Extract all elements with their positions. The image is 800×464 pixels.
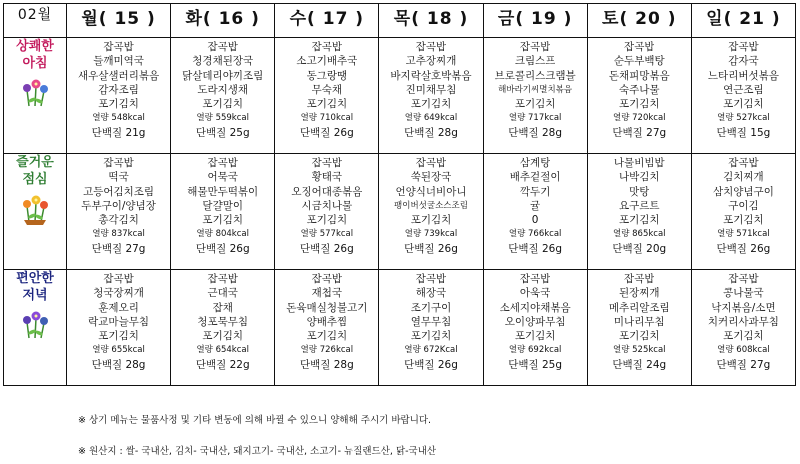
menu-item: 고등어김치조림 xyxy=(83,185,155,198)
menu-item: 잡곡밥 xyxy=(103,41,134,53)
month-cell: 02월 xyxy=(4,4,67,38)
meal-row-breakfast xyxy=(4,38,796,154)
menu-item: 잡곡밥 xyxy=(624,41,655,53)
menu-item: 포기김치 xyxy=(618,98,660,111)
protein-value: 단백질 26g xyxy=(404,358,458,371)
meal-label-line1: 즐거운 xyxy=(16,155,54,170)
menu-item: 잡곡밥 xyxy=(311,157,343,169)
calorie-value: 열량 577kcal xyxy=(300,229,354,240)
day-name: 토 xyxy=(602,9,620,29)
menu-item: 잡곡밥 xyxy=(311,41,343,53)
meal-label-cell xyxy=(4,270,67,386)
menu-item: 잡곡밥 xyxy=(207,41,238,53)
protein-value: 단백질 24g xyxy=(612,358,667,371)
menu-item: 고추장찌개 xyxy=(405,55,457,68)
menu-item: 포기김치 xyxy=(306,330,348,343)
protein-value: 단백질 15g xyxy=(716,126,771,139)
menu-item: 포기김치 xyxy=(202,330,243,343)
day-name: 월 xyxy=(81,9,99,29)
menu-item: 맛탕 xyxy=(629,185,650,198)
menu-item: 해바라기씨멸치볶음 xyxy=(498,84,573,95)
menu-item: 잡곡밥 xyxy=(728,157,759,169)
menu-item: 포기김치 xyxy=(618,214,660,227)
menu-item: 잡곡밥 xyxy=(415,41,447,53)
day-header-thu xyxy=(379,4,483,38)
menu-item: 떡국 xyxy=(108,171,129,184)
meal-label-line2: 아침 xyxy=(22,56,48,71)
menu-item: 조기구이 xyxy=(410,301,452,314)
menu-item: 새우살샐러리볶음 xyxy=(77,69,160,82)
menu-item: 된장찌개 xyxy=(618,287,660,300)
menu-item: 무숙채 xyxy=(311,83,343,96)
menu-item: 어묵국 xyxy=(207,171,238,184)
menu-item: 포기김치 xyxy=(723,214,764,227)
calorie-value: 열량 559kcal xyxy=(196,113,249,124)
menu-cell xyxy=(171,154,275,270)
day-name: 화 xyxy=(185,9,203,29)
calorie-value: 열량 608kcal xyxy=(717,345,770,356)
day-name: 금 xyxy=(497,9,516,29)
menu-item: 닭살데리야끼조림 xyxy=(182,69,264,82)
menu-item: 해장국 xyxy=(415,287,447,300)
calorie-value: 열량 710kcal xyxy=(300,113,354,124)
calorie-value: 열량 525kcal xyxy=(613,345,666,356)
menu-cell xyxy=(587,38,691,154)
menu-cell xyxy=(483,38,587,154)
menu-item: 순두부백탕 xyxy=(613,55,665,68)
menu-item: 김치찌개 xyxy=(723,171,764,184)
menu-item: 잡곡밥 xyxy=(415,273,447,285)
protein-value: 단백질 20g xyxy=(612,242,667,255)
day-date: ( 19 ) xyxy=(515,9,573,29)
day-header-wed xyxy=(275,4,379,38)
meal-label-line1: 상쾌한 xyxy=(16,39,54,54)
protein-value: 단백질 22g xyxy=(195,358,250,371)
menu-cell xyxy=(691,154,795,270)
menu-item: 삼치양념구이 xyxy=(712,185,774,198)
menu-item: 달걀말이 xyxy=(202,199,243,212)
menu-cell xyxy=(691,270,795,386)
day-header-tue xyxy=(171,4,275,38)
protein-value: 단백질 27g xyxy=(91,242,146,255)
protein-value: 단백질 26g xyxy=(299,242,354,255)
calorie-value: 열량 692kcal xyxy=(508,345,562,356)
protein-value: 단백질 28g xyxy=(299,358,354,371)
menu-item: 미나리무침 xyxy=(613,315,665,328)
menu-cell xyxy=(691,38,795,154)
menu-item: 잡곡밥 xyxy=(207,157,238,169)
weekly-menu-table xyxy=(3,3,796,386)
day-name: 목 xyxy=(393,9,412,29)
protein-value: 단백질 28g xyxy=(508,126,563,139)
menu-item: 크림스프 xyxy=(514,55,556,68)
day-date: ( 16 ) xyxy=(202,9,260,29)
menu-item: 포기김치 xyxy=(410,330,452,343)
meal-label-line1: 편안한 xyxy=(16,271,54,286)
day-header-mon xyxy=(67,4,171,38)
menu-item: 0 xyxy=(531,214,539,227)
menu-cell xyxy=(171,38,275,154)
origin-notice: ※ 원산지 : 쌀- 국내산, 김치- 국내산, 돼지고기- 국내산, 소고기- 뉴질랜드산, 닭-국내산 xyxy=(78,446,437,457)
menu-cell xyxy=(483,154,587,270)
day-date: ( 20 ) xyxy=(619,9,677,29)
menu-item: 포기김치 xyxy=(306,98,348,111)
calorie-value: 열량 739kcal xyxy=(404,229,458,240)
day-date: ( 21 ) xyxy=(723,9,781,29)
menu-item: 연근조림 xyxy=(723,83,764,96)
menu-item: 포기김치 xyxy=(202,214,243,227)
menu-item: 깍두기 xyxy=(519,185,551,198)
meal-label-line2: 저녁 xyxy=(22,288,48,303)
menu-cell xyxy=(67,270,171,386)
menu-item: 도라지생채 xyxy=(197,83,249,96)
menu-item: 잡곡밥 xyxy=(624,273,655,285)
menu-item: 해물만두떡볶이 xyxy=(187,185,259,198)
flower-icon xyxy=(18,308,52,342)
calorie-value: 열량 654kcal xyxy=(196,345,249,356)
protein-value: 단백질 26g xyxy=(716,242,771,255)
menu-item: 브로콜리스크램블 xyxy=(494,69,576,82)
flower-icon xyxy=(18,76,52,110)
menu-item: 감자국 xyxy=(728,55,759,68)
calorie-value: 열량 720kcal xyxy=(613,113,666,124)
calorie-value: 열량 717kcal xyxy=(508,113,562,124)
protein-value: 단백질 28g xyxy=(404,126,458,139)
menu-item: 포기김치 xyxy=(410,98,452,111)
menu-item: 포기김치 xyxy=(202,98,243,111)
menu-item: 메추리알조림 xyxy=(608,301,670,314)
menu-item: 치커리사과무침 xyxy=(707,315,779,328)
menu-item: 잡곡밥 xyxy=(728,273,759,285)
menu-change-notice: ※ 상기 메뉴는 물품사정 및 기타 변동에 의해 바뀔 수 있으니 양해해 주시기 바랍니다. xyxy=(78,415,432,426)
menu-item: 바지락살호박볶음 xyxy=(390,69,472,82)
calorie-value: 열량 527kcal xyxy=(717,113,770,124)
menu-item: 잡곡밥 xyxy=(311,273,343,285)
menu-item: 포기김치 xyxy=(410,214,452,227)
protein-value: 단백질 26g xyxy=(404,242,458,255)
calorie-value: 열량 804kcal xyxy=(196,229,249,240)
calorie-value: 열량 837kcal xyxy=(92,229,145,240)
meal-label-cell xyxy=(4,38,67,154)
menu-item: 구이김 xyxy=(728,199,759,212)
menu-item: 청포묵무침 xyxy=(197,315,249,328)
menu-item: 아욱국 xyxy=(519,287,551,300)
menu-item: 총각김치 xyxy=(98,214,139,227)
protein-value: 단백질 26g xyxy=(508,242,563,255)
menu-item: 잡곡밥 xyxy=(103,273,134,285)
protein-value: 단백질 27g xyxy=(612,126,667,139)
menu-item: 배추겉절이 xyxy=(509,171,561,184)
menu-item: 양배추찜 xyxy=(306,315,348,328)
menu-item: 훈제오리 xyxy=(98,301,139,314)
menu-item: 돈채피망볶음 xyxy=(608,69,670,82)
menu-item: 팽이버섯굴소스조림 xyxy=(394,200,468,211)
menu-cell xyxy=(67,38,171,154)
protein-value: 단백질 27g xyxy=(716,358,771,371)
menu-cell xyxy=(379,38,483,154)
menu-cell xyxy=(171,270,275,386)
flower-icon xyxy=(18,192,52,226)
calorie-value: 열량 548kcal xyxy=(92,113,145,124)
calorie-value: 열량 571kcal xyxy=(717,229,770,240)
menu-cell xyxy=(379,270,483,386)
menu-item: 두부구이/양념장 xyxy=(81,199,156,212)
menu-item: 잡곡밥 xyxy=(728,41,759,53)
menu-item: 콩나물국 xyxy=(723,287,764,300)
menu-cell xyxy=(587,154,691,270)
protein-value: 단백질 26g xyxy=(299,126,354,139)
calorie-value: 열량 865kcal xyxy=(613,229,666,240)
calorie-value: 열량 655kcal xyxy=(92,345,145,356)
menu-item: 포기김치 xyxy=(723,98,764,111)
menu-cell xyxy=(275,38,379,154)
menu-item: 포기김치 xyxy=(723,330,764,343)
menu-item: 진미채무침 xyxy=(405,83,457,96)
menu-item: 돈육매실청불고기 xyxy=(286,301,368,314)
day-date: ( 18 ) xyxy=(411,9,469,29)
menu-item: 잡곡밥 xyxy=(103,157,134,169)
menu-item: 낙지볶음/소면 xyxy=(711,301,776,314)
day-date: ( 15 ) xyxy=(98,9,156,29)
menu-item: 락교마늘무침 xyxy=(88,315,149,328)
header-row xyxy=(4,4,796,38)
menu-item: 들깨미역국 xyxy=(93,55,144,68)
menu-item: 오이양파무침 xyxy=(504,315,566,328)
menu-item: 포기김치 xyxy=(306,214,348,227)
menu-item: 언양식너비아니 xyxy=(395,185,467,198)
menu-cell xyxy=(275,270,379,386)
menu-cell xyxy=(275,154,379,270)
menu-item: 잡곡밥 xyxy=(519,41,551,53)
menu-item: 황태국 xyxy=(311,171,343,184)
day-header-sun xyxy=(691,4,795,38)
menu-item: 숙주나물 xyxy=(618,83,660,96)
menu-item: 잡곡밥 xyxy=(207,273,238,285)
menu-item: 청국장찌개 xyxy=(93,287,144,300)
protein-value: 단백질 28g xyxy=(91,358,146,371)
menu-cell xyxy=(587,270,691,386)
protein-value: 단백질 25g xyxy=(508,358,563,371)
meal-label-line2: 점심 xyxy=(22,172,48,187)
protein-value: 단백질 25g xyxy=(195,126,250,139)
menu-item: 잡채 xyxy=(212,301,233,314)
menu-item: 삼계탕 xyxy=(519,157,551,169)
calorie-value: 열량 672Kcal xyxy=(404,345,458,356)
meal-row-dinner xyxy=(4,270,796,386)
menu-cell xyxy=(483,270,587,386)
menu-cell xyxy=(67,154,171,270)
menu-item: 시금치나물 xyxy=(301,199,353,212)
menu-item: 나물비빔밥 xyxy=(613,157,665,169)
menu-item: 잡곡밥 xyxy=(519,273,551,285)
menu-item: 포기김치 xyxy=(98,330,139,343)
menu-item: 느타리버섯볶음 xyxy=(707,69,779,82)
menu-item: 잡곡밥 xyxy=(415,157,447,169)
meal-row-lunch xyxy=(4,154,796,270)
calorie-value: 열량 766kcal xyxy=(508,229,562,240)
day-date: ( 17 ) xyxy=(307,9,365,29)
menu-item: 포기김치 xyxy=(514,330,556,343)
menu-item: 청경채된장국 xyxy=(192,55,254,68)
day-name: 일 xyxy=(706,9,724,29)
menu-item: 나박김치 xyxy=(618,171,660,184)
day-header-fri xyxy=(483,4,587,38)
menu-item: 포기김치 xyxy=(618,330,660,343)
menu-item: 동그랑땡 xyxy=(306,69,348,82)
menu-item: 귤 xyxy=(530,199,541,212)
day-name: 수 xyxy=(289,9,308,29)
protein-value: 단백질 26g xyxy=(195,242,250,255)
menu-item: 포기김치 xyxy=(98,98,139,111)
calorie-value: 열량 649kcal xyxy=(404,113,458,124)
menu-item: 요구르트 xyxy=(618,199,660,212)
menu-item: 포기김치 xyxy=(514,98,556,111)
menu-item: 근대국 xyxy=(207,287,238,300)
menu-item: 쑥된장국 xyxy=(410,171,452,184)
menu-item: 소고기배추국 xyxy=(296,55,358,68)
menu-item: 오징어대종볶음 xyxy=(291,185,363,198)
day-header-sat xyxy=(587,4,691,38)
menu-item: 재첩국 xyxy=(311,287,343,300)
menu-item: 열무무침 xyxy=(410,315,452,328)
menu-item: 감자조림 xyxy=(98,83,139,96)
menu-item: 소세지야채볶음 xyxy=(499,301,571,314)
menu-cell xyxy=(379,154,483,270)
protein-value: 단백질 21g xyxy=(91,126,146,139)
meal-label-cell xyxy=(4,154,67,270)
calorie-value: 열량 726kcal xyxy=(300,345,354,356)
